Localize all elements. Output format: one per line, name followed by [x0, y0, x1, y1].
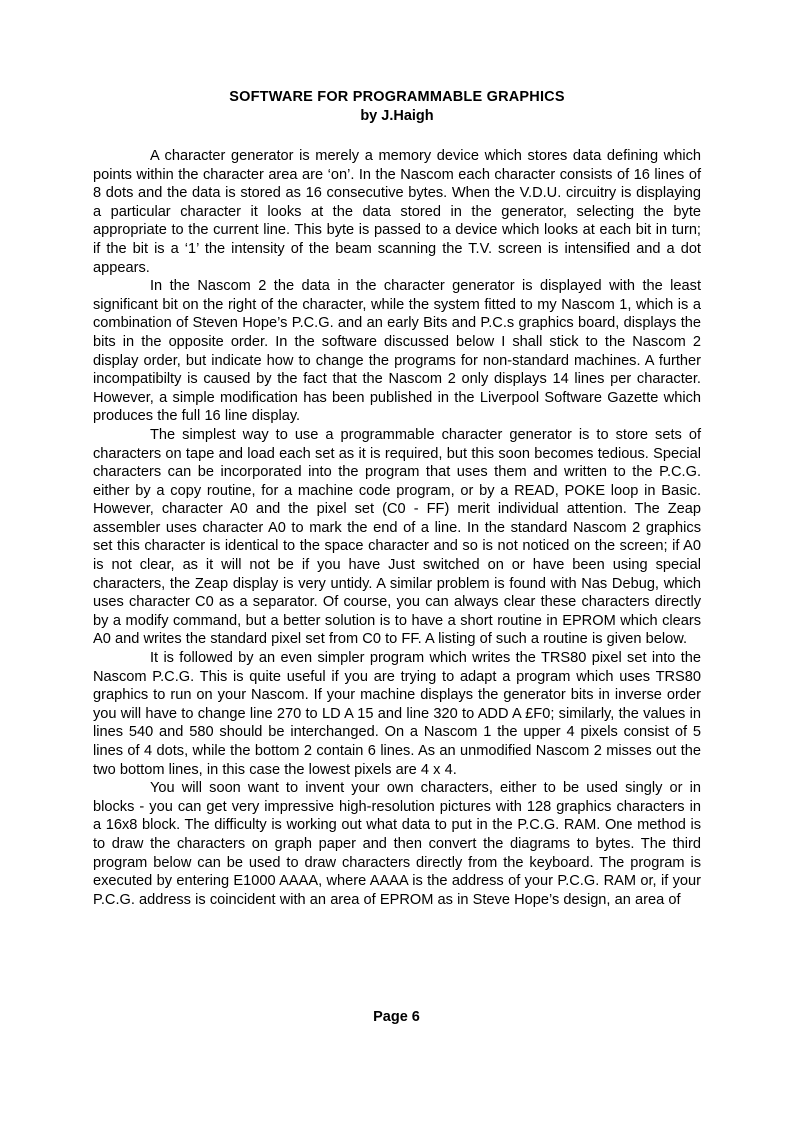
article-body — [93, 147, 701, 909]
page-number-footer: Page 6 — [373, 1009, 420, 1025]
paragraph: It is followed by an even simpler program which writes the TRS80 pixel set into the Nascom P.C.G. This is quite useful if you are trying to adapt a program which uses TRS80 graphics to run on your Nascom. If your machine displays the generator bits in inverse order you will have to change line 270 to LD A 15 and line 320 to ADD A £F0; similarly, the values in lines 540 and 580 should be interchanged. On a Nascom 1 the upper 4 pixels consist of 5 lines of 4 dots, while the bottom 2 contain 6 lines. As an unmodified Nascom 2 misses out the two bottom lines, in this case the lowest pixels are 4 x 4. — [93, 650, 701, 778]
paragraph: You will soon want to invent your own characters, either to be used singly or in blocks - you can get very impressive high-resolution pictures with 128 graphics characters in a 16x8 block. The difficulty is working out what data to put in the P.C.G. RAM. One method is to draw the characters on graph paper and then convert the diagrams to bytes. The third program below can be used to draw characters directly from the keyboard. The program is executed by entering E1000 AAAA, where AAAA is the address of your P.C.G. RAM or, if your P.C.G. address is coincident with an area of EPROM as in Steve Hope’s design, an area of — [93, 780, 701, 908]
author-byline: by J.Haigh — [360, 107, 434, 124]
title-block — [93, 88, 701, 125]
paragraph: A character generator is merely a memory device which stores data defining which points within the character area are ‘on’. In the Nascom each character consists of 16 lines of 8 dots and the data is stored as 16 consecutive bytes. When the V.D.U. circuitry is displaying a particular character it looks at the data stored in the generator, selecting the byte appropriate to the current line. This byte is passed to a device which looks at each bit in turn; if the bit is a ‘1’ the intensity of the beam scanning the T.V. screen is intensified and a dot appears. — [93, 148, 701, 276]
paragraph: In the Nascom 2 the data in the character generator is displayed with the least significant bit on the right of the character, while the system fitted to my Nascom 1, which is a combination of Steven Hope’s P.C.G. and an early Bits and P.C.s graphics board, displays the bits in the opposite order. In the software discussed below I shall stick to the Nascom 2 display order, but indicate how to change the programs for non-standard machines. A further incompatibilty is caused by the fact that the Nascom 2 only displays 14 lines per character. However, a simple modification has been published in the Liverpool Software Gazette which produces the full 16 line display. — [93, 278, 701, 425]
page-title: SOFTWARE FOR PROGRAMMABLE GRAPHICS — [229, 89, 565, 105]
paragraph: The simplest way to use a programmable character generator is to store sets of characters on tape and load each set as it is required, but this soon becomes tedious. Special characters can be incorporated into the program that uses them and written to the P.C.G. either by a copy routine, for a machine code program, or by a READ, POKE loop in Basic. However, character A0 and the pixel set (C0 - FF) merit individual attention. The Zeap assembler uses character A0 to mark the end of a line. In the standard Nascom 2 graphics set this character is identical to the space character and so is not noticed on the screen; if A0 is not clear, as it will not be if you have Just switched on or have been using special characters, the Zeap display is very untidy. A similar problem is found with Nas Debug, which uses character C0 as a separator. Of course, you can always clear these characters directly by a modify command, but a better solution is to have a short routine in EPROM which clears A0 and writes the standard pixel set from C0 to FF. A listing of such a routine is given below. — [93, 426, 701, 648]
page-content — [93, 88, 701, 909]
